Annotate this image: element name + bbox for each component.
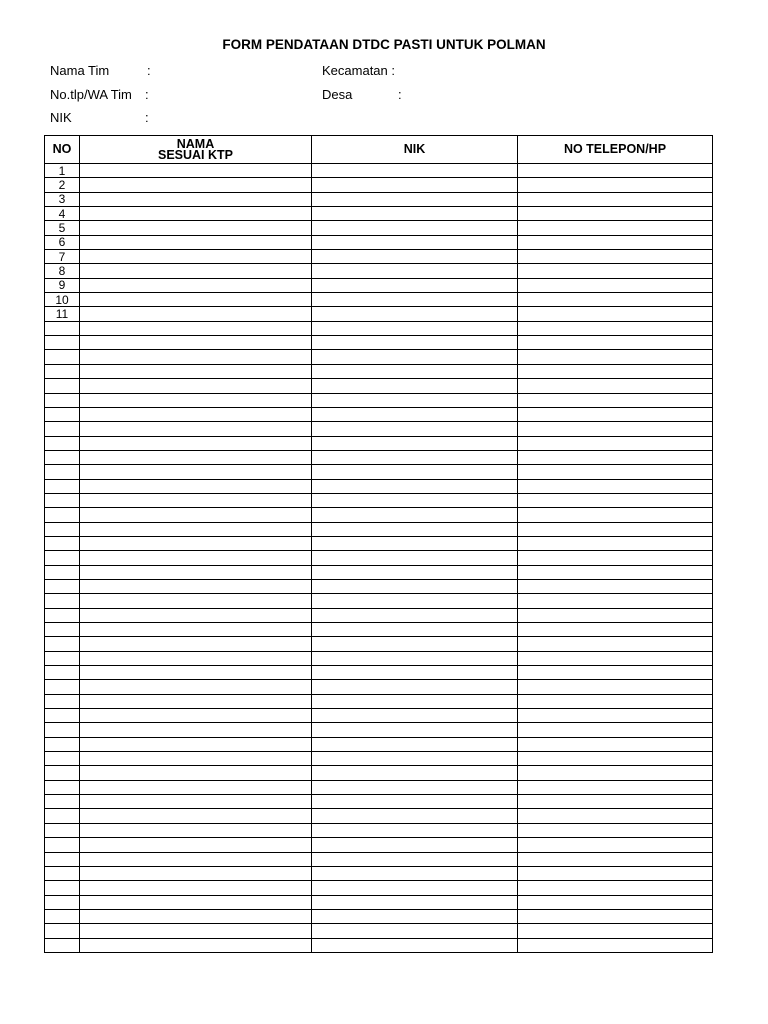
cell-no xyxy=(45,321,80,335)
cell-nama[interactable] xyxy=(80,436,312,450)
table-row xyxy=(45,809,713,823)
table-row xyxy=(45,938,713,952)
table-row xyxy=(45,250,713,264)
cell-telepon[interactable] xyxy=(518,666,713,680)
table-row xyxy=(45,221,713,235)
cell-nik[interactable] xyxy=(312,938,518,952)
cell-no xyxy=(45,895,80,909)
field-nik-label: NIK xyxy=(50,110,72,125)
cell-nik[interactable] xyxy=(312,264,518,278)
cell-no xyxy=(45,752,80,766)
cell-telepon[interactable] xyxy=(518,780,713,794)
cell-nik[interactable] xyxy=(312,479,518,493)
cell-nama[interactable] xyxy=(80,192,312,206)
cell-no: 8 xyxy=(45,264,80,278)
table-row xyxy=(45,895,713,909)
cell-no: 4 xyxy=(45,207,80,221)
cell-telepon[interactable] xyxy=(518,508,713,522)
cell-nama[interactable] xyxy=(80,795,312,809)
table-row xyxy=(45,852,713,866)
cell-nik[interactable] xyxy=(312,809,518,823)
cell-nama[interactable] xyxy=(80,450,312,464)
cell-nik[interactable] xyxy=(312,493,518,507)
field-desa-label: Desa xyxy=(322,87,353,102)
cell-nik[interactable] xyxy=(312,379,518,393)
table-row xyxy=(45,637,713,651)
cell-telepon[interactable] xyxy=(518,924,713,938)
cell-telepon[interactable] xyxy=(518,895,713,909)
cell-nik[interactable] xyxy=(312,752,518,766)
cell-nama[interactable] xyxy=(80,235,312,249)
table-row xyxy=(45,838,713,852)
cell-nik[interactable] xyxy=(312,293,518,307)
table-row xyxy=(45,278,713,292)
cell-no xyxy=(45,379,80,393)
cell-telepon[interactable] xyxy=(518,164,713,178)
table-row xyxy=(45,522,713,536)
cell-nik[interactable] xyxy=(312,795,518,809)
cell-no xyxy=(45,608,80,622)
cell-nik[interactable] xyxy=(312,250,518,264)
cell-telepon[interactable] xyxy=(518,752,713,766)
cell-nik[interactable] xyxy=(312,852,518,866)
cell-telepon[interactable] xyxy=(518,393,713,407)
table-row xyxy=(45,336,713,350)
cell-telepon[interactable] xyxy=(518,909,713,923)
table-row xyxy=(45,164,713,178)
cell-nama[interactable] xyxy=(80,164,312,178)
table-row xyxy=(45,493,713,507)
cell-nama[interactable] xyxy=(80,709,312,723)
cell-no xyxy=(45,407,80,421)
field-nama-tim-colon: : xyxy=(147,63,151,78)
cell-no xyxy=(45,565,80,579)
table-row xyxy=(45,737,713,751)
cell-nama[interactable] xyxy=(80,221,312,235)
cell-nik[interactable] xyxy=(312,336,518,350)
field-kecamatan xyxy=(322,63,395,78)
cell-telepon[interactable] xyxy=(518,866,713,880)
cell-telepon[interactable] xyxy=(518,766,713,780)
cell-no xyxy=(45,780,80,794)
table-row xyxy=(45,364,713,378)
cell-nama[interactable] xyxy=(80,522,312,536)
table-body xyxy=(45,164,713,953)
table-row xyxy=(45,321,713,335)
cell-telepon[interactable] xyxy=(518,809,713,823)
cell-nik[interactable] xyxy=(312,823,518,837)
cell-nama[interactable] xyxy=(80,321,312,335)
cell-telepon[interactable] xyxy=(518,422,713,436)
cell-telepon[interactable] xyxy=(518,536,713,550)
cell-telepon[interactable] xyxy=(518,293,713,307)
table-row xyxy=(45,709,713,723)
table-row xyxy=(45,608,713,622)
cell-nik[interactable] xyxy=(312,508,518,522)
cell-no: 6 xyxy=(45,235,80,249)
cell-no xyxy=(45,536,80,550)
cell-no xyxy=(45,350,80,364)
cell-nik[interactable] xyxy=(312,680,518,694)
field-nik xyxy=(50,110,149,125)
table-row xyxy=(45,350,713,364)
cell-nama[interactable] xyxy=(80,479,312,493)
field-desa-colon: : xyxy=(398,87,402,102)
cell-nama[interactable] xyxy=(80,666,312,680)
cell-nik[interactable] xyxy=(312,666,518,680)
header-no: NO xyxy=(45,136,80,164)
cell-nik[interactable] xyxy=(312,321,518,335)
cell-nik[interactable] xyxy=(312,221,518,235)
cell-telepon[interactable] xyxy=(518,637,713,651)
cell-telepon[interactable] xyxy=(518,680,713,694)
table-row xyxy=(45,680,713,694)
cell-nik[interactable] xyxy=(312,723,518,737)
cell-nik[interactable] xyxy=(312,866,518,880)
cell-no xyxy=(45,436,80,450)
table-row xyxy=(45,422,713,436)
cell-nama[interactable] xyxy=(80,680,312,694)
cell-nama[interactable] xyxy=(80,551,312,565)
cell-no xyxy=(45,637,80,651)
cell-nama[interactable] xyxy=(80,536,312,550)
cell-telepon[interactable] xyxy=(518,938,713,952)
cell-nama[interactable] xyxy=(80,694,312,708)
table-row xyxy=(45,723,713,737)
table-row xyxy=(45,479,713,493)
table-row xyxy=(45,623,713,637)
cell-telepon[interactable] xyxy=(518,823,713,837)
cell-no xyxy=(45,465,80,479)
header-nama-line2: SESUAI KTP xyxy=(157,147,233,162)
cell-nama[interactable] xyxy=(80,723,312,737)
field-kecamatan-label: Kecamatan : xyxy=(322,63,395,78)
data-table xyxy=(44,135,713,953)
cell-no: 1 xyxy=(45,164,80,178)
cell-nama[interactable] xyxy=(80,250,312,264)
cell-nama[interactable] xyxy=(80,866,312,880)
cell-no xyxy=(45,393,80,407)
cell-nik[interactable] xyxy=(312,307,518,321)
cell-nik[interactable] xyxy=(312,350,518,364)
cell-no xyxy=(45,838,80,852)
cell-telepon[interactable] xyxy=(518,465,713,479)
cell-nik[interactable] xyxy=(312,608,518,622)
cell-nik[interactable] xyxy=(312,393,518,407)
cell-telepon[interactable] xyxy=(518,264,713,278)
cell-no xyxy=(45,795,80,809)
header-nama-line1: NAMA xyxy=(176,136,215,151)
cell-telepon[interactable] xyxy=(518,852,713,866)
header-telepon: NO TELEPON/HP xyxy=(518,136,713,164)
field-no-tlp xyxy=(50,87,149,102)
cell-telepon[interactable] xyxy=(518,321,713,335)
cell-nik[interactable] xyxy=(312,207,518,221)
cell-nik[interactable] xyxy=(312,235,518,249)
cell-no: 5 xyxy=(45,221,80,235)
cell-telepon[interactable] xyxy=(518,178,713,192)
cell-telepon[interactable] xyxy=(518,881,713,895)
cell-nama[interactable] xyxy=(80,924,312,938)
table-row xyxy=(45,235,713,249)
cell-nama[interactable] xyxy=(80,809,312,823)
cell-telepon[interactable] xyxy=(518,350,713,364)
cell-no xyxy=(45,938,80,952)
cell-no xyxy=(45,852,80,866)
table-row xyxy=(45,293,713,307)
table-row xyxy=(45,924,713,938)
cell-nik[interactable] xyxy=(312,422,518,436)
form-title: FORM PENDATAAN DTDC PASTI UNTUK POLMAN xyxy=(222,37,546,52)
table-row xyxy=(45,178,713,192)
table-row xyxy=(45,651,713,665)
cell-no xyxy=(45,522,80,536)
cell-nik[interactable] xyxy=(312,623,518,637)
cell-nik[interactable] xyxy=(312,594,518,608)
table-row xyxy=(45,450,713,464)
table-row xyxy=(45,881,713,895)
cell-telepon[interactable] xyxy=(518,493,713,507)
cell-nama[interactable] xyxy=(80,264,312,278)
cell-telepon[interactable] xyxy=(518,737,713,751)
cell-no xyxy=(45,594,80,608)
cell-nik[interactable] xyxy=(312,278,518,292)
cell-telepon[interactable] xyxy=(518,207,713,221)
cell-telepon[interactable] xyxy=(518,336,713,350)
cell-no xyxy=(45,493,80,507)
cell-no xyxy=(45,723,80,737)
cell-nik[interactable] xyxy=(312,364,518,378)
cell-nama[interactable] xyxy=(80,737,312,751)
cell-telepon[interactable] xyxy=(518,551,713,565)
header-nik: NIK xyxy=(312,136,518,164)
cell-no xyxy=(45,479,80,493)
cell-telepon[interactable] xyxy=(518,594,713,608)
cell-no: 7 xyxy=(45,250,80,264)
cell-nama[interactable] xyxy=(80,379,312,393)
table-row xyxy=(45,666,713,680)
table-row xyxy=(45,551,713,565)
cell-nama[interactable] xyxy=(80,278,312,292)
cell-telepon[interactable] xyxy=(518,709,713,723)
cell-no xyxy=(45,909,80,923)
cell-no xyxy=(45,508,80,522)
cell-no: 10 xyxy=(45,293,80,307)
cell-telepon[interactable] xyxy=(518,838,713,852)
cell-nik[interactable] xyxy=(312,895,518,909)
cell-no: 3 xyxy=(45,192,80,206)
table-row xyxy=(45,536,713,550)
cell-nama[interactable] xyxy=(80,823,312,837)
table-row xyxy=(45,752,713,766)
cell-telepon[interactable] xyxy=(518,278,713,292)
cell-no xyxy=(45,623,80,637)
cell-nama[interactable] xyxy=(80,594,312,608)
cell-nama[interactable] xyxy=(80,350,312,364)
cell-no xyxy=(45,766,80,780)
cell-nama[interactable] xyxy=(80,207,312,221)
cell-nama[interactable] xyxy=(80,393,312,407)
cell-telepon[interactable] xyxy=(518,450,713,464)
cell-no xyxy=(45,651,80,665)
cell-no xyxy=(45,881,80,895)
cell-no xyxy=(45,809,80,823)
table-row xyxy=(45,909,713,923)
table-row xyxy=(45,795,713,809)
cell-nama[interactable] xyxy=(80,465,312,479)
cell-no xyxy=(45,450,80,464)
cell-no: 9 xyxy=(45,278,80,292)
cell-nama[interactable] xyxy=(80,909,312,923)
cell-nama[interactable] xyxy=(80,565,312,579)
cell-nik[interactable] xyxy=(312,551,518,565)
cell-nama[interactable] xyxy=(80,178,312,192)
field-no-tlp-colon: : xyxy=(145,87,149,102)
cell-telepon[interactable] xyxy=(518,192,713,206)
field-nama-tim xyxy=(50,63,151,78)
table-row xyxy=(45,407,713,421)
cell-nik[interactable] xyxy=(312,838,518,852)
table-row xyxy=(45,780,713,794)
table-row xyxy=(45,393,713,407)
cell-telepon[interactable] xyxy=(518,364,713,378)
cell-nik[interactable] xyxy=(312,909,518,923)
cell-no xyxy=(45,336,80,350)
table-row xyxy=(45,565,713,579)
field-nik-colon: : xyxy=(145,110,149,125)
cell-nik[interactable] xyxy=(312,780,518,794)
cell-nik[interactable] xyxy=(312,881,518,895)
cell-telepon[interactable] xyxy=(518,436,713,450)
cell-no xyxy=(45,579,80,593)
cell-nik[interactable] xyxy=(312,651,518,665)
table-row xyxy=(45,579,713,593)
cell-no xyxy=(45,737,80,751)
cell-telepon[interactable] xyxy=(518,479,713,493)
table-row xyxy=(45,694,713,708)
cell-nama[interactable] xyxy=(80,293,312,307)
cell-nama[interactable] xyxy=(80,579,312,593)
cell-nik[interactable] xyxy=(312,737,518,751)
cell-nama[interactable] xyxy=(80,838,312,852)
table-row xyxy=(45,823,713,837)
table-header-row xyxy=(45,136,713,164)
field-no-tlp-label: No.tlp/WA Tim xyxy=(50,87,132,102)
cell-nama[interactable] xyxy=(80,752,312,766)
cell-telepon[interactable] xyxy=(518,307,713,321)
cell-nik[interactable] xyxy=(312,465,518,479)
cell-nama[interactable] xyxy=(80,780,312,794)
cell-nik[interactable] xyxy=(312,407,518,421)
cell-telepon[interactable] xyxy=(518,565,713,579)
table-row xyxy=(45,379,713,393)
cell-telepon[interactable] xyxy=(518,608,713,622)
cell-no: 2 xyxy=(45,178,80,192)
cell-no xyxy=(45,551,80,565)
cell-telepon[interactable] xyxy=(518,250,713,264)
cell-nama[interactable] xyxy=(80,895,312,909)
table-row xyxy=(45,766,713,780)
table-row xyxy=(45,207,713,221)
cell-nik[interactable] xyxy=(312,709,518,723)
cell-nama[interactable] xyxy=(80,766,312,780)
cell-nama[interactable] xyxy=(80,881,312,895)
header-nama xyxy=(80,136,312,164)
cell-nik[interactable] xyxy=(312,164,518,178)
cell-nama[interactable] xyxy=(80,637,312,651)
cell-nama[interactable] xyxy=(80,493,312,507)
cell-nama[interactable] xyxy=(80,422,312,436)
field-desa xyxy=(322,87,402,102)
cell-telepon[interactable] xyxy=(518,623,713,637)
cell-no: 11 xyxy=(45,307,80,321)
table-row xyxy=(45,465,713,479)
table-row xyxy=(45,436,713,450)
cell-nama[interactable] xyxy=(80,651,312,665)
cell-nama[interactable] xyxy=(80,336,312,350)
cell-nik[interactable] xyxy=(312,536,518,550)
table-row xyxy=(45,192,713,206)
cell-nik[interactable] xyxy=(312,694,518,708)
cell-telepon[interactable] xyxy=(518,651,713,665)
cell-nik[interactable] xyxy=(312,436,518,450)
cell-nik[interactable] xyxy=(312,192,518,206)
cell-telepon[interactable] xyxy=(518,407,713,421)
cell-telepon[interactable] xyxy=(518,723,713,737)
cell-telepon[interactable] xyxy=(518,694,713,708)
field-nama-tim-label: Nama Tim xyxy=(50,63,110,78)
cell-nama[interactable] xyxy=(80,307,312,321)
cell-nik[interactable] xyxy=(312,637,518,651)
cell-telepon[interactable] xyxy=(518,579,713,593)
cell-nama[interactable] xyxy=(80,508,312,522)
cell-nik[interactable] xyxy=(312,522,518,536)
cell-nik[interactable] xyxy=(312,565,518,579)
cell-nik[interactable] xyxy=(312,766,518,780)
cell-no xyxy=(45,924,80,938)
cell-nama[interactable] xyxy=(80,608,312,622)
table-row xyxy=(45,866,713,880)
cell-nik[interactable] xyxy=(312,579,518,593)
cell-no xyxy=(45,422,80,436)
cell-nama[interactable] xyxy=(80,852,312,866)
cell-telepon[interactable] xyxy=(518,379,713,393)
cell-no xyxy=(45,823,80,837)
table-row xyxy=(45,307,713,321)
cell-no xyxy=(45,866,80,880)
cell-telepon[interactable] xyxy=(518,522,713,536)
cell-no xyxy=(45,694,80,708)
cell-telepon[interactable] xyxy=(518,795,713,809)
cell-nama[interactable] xyxy=(80,623,312,637)
cell-nama[interactable] xyxy=(80,938,312,952)
cell-telepon[interactable] xyxy=(518,221,713,235)
cell-no xyxy=(45,680,80,694)
cell-nik[interactable] xyxy=(312,924,518,938)
cell-telepon[interactable] xyxy=(518,235,713,249)
cell-no xyxy=(45,364,80,378)
cell-no xyxy=(45,709,80,723)
table-row xyxy=(45,264,713,278)
cell-nik[interactable] xyxy=(312,178,518,192)
table-row xyxy=(45,508,713,522)
cell-nik[interactable] xyxy=(312,450,518,464)
cell-no xyxy=(45,666,80,680)
cell-nama[interactable] xyxy=(80,407,312,421)
cell-nama[interactable] xyxy=(80,364,312,378)
table-row xyxy=(45,594,713,608)
